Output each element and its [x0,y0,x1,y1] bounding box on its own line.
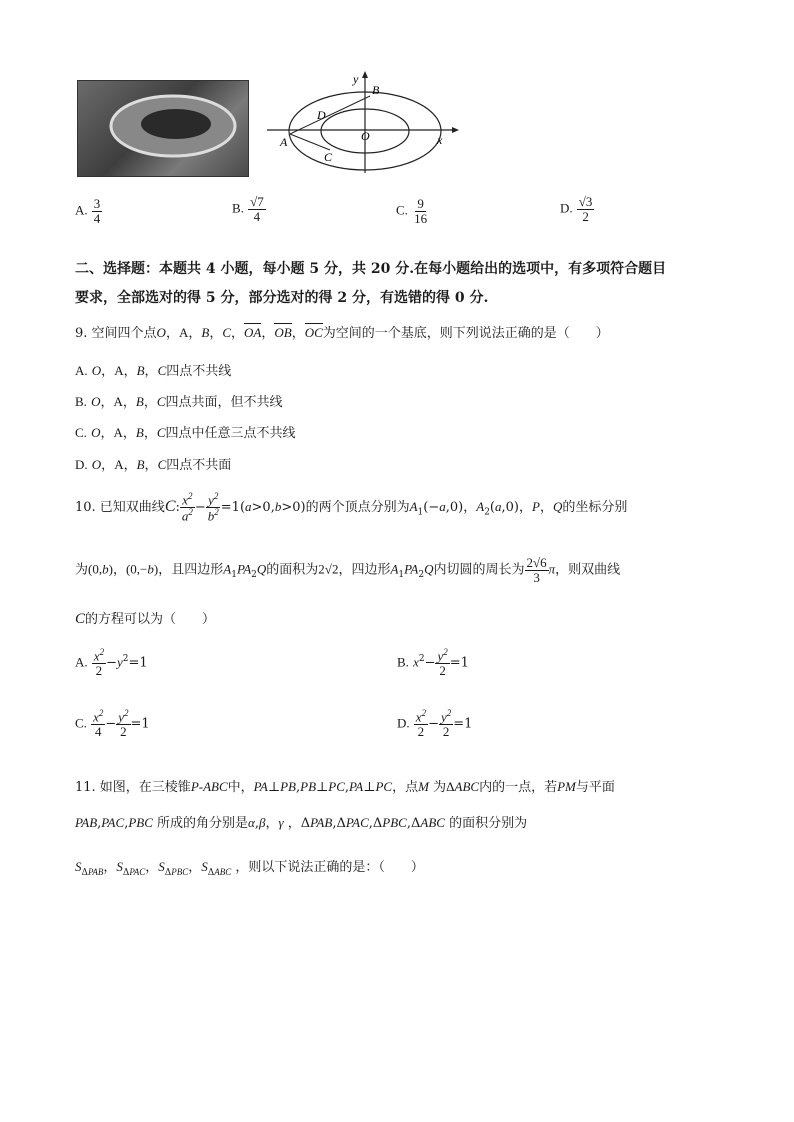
q10-line3: C的方程可以为（ ） [75,611,216,627]
label-x: x [437,133,443,147]
q9-option-a: A. O，A，B，C四点不共线 [75,363,232,379]
coordinate-diagram [262,68,462,176]
q10-option-c: C. $\frac{x^2}{4}$ − $\frac{y^2}{2}$ =1 [75,708,150,739]
label-C: C [324,150,333,164]
q10-option-b: B. $x^2-$ $\frac{y^2}{2}$ =1 [397,647,469,678]
label-D: D [317,108,326,122]
label-O: O [361,129,370,143]
q10-option-a: A. $\frac{x^2}{2}$ $-y^2=1$ [75,647,148,678]
q10-line2: 为(0,b)，(0,−b)，且四边形$A_1PA_2Q$的面积为2√2，四边形$A_1PA_2Q$内切圆的周长为 $\frac{2√6}{3}$ π，则双曲线 [75,555,621,585]
q9-option-b: B. O，A，B，C四点共面，但不共线 [75,394,283,410]
q8-option-d: D. $\frac{√3}{2}$ [560,194,593,224]
q8-option-b: B. $\frac{√7}{4}$ [232,194,264,224]
q11-line1: 11. 如图，在三棱锥P-ABC中，PA⊥PB,PB⊥PC,PA⊥PC，点M 为ΔABC内的一点，若PM与平面 [75,779,615,795]
section2-line1: 二、选择题：本题共 4 小题，每小题 5 分，共 20 分.在每小题给出的选项中，有多项符合题目 [75,261,667,277]
label-B: B [372,83,380,97]
q11-line3: $S_{\Delta PAB}$，$S_{\Delta PAC}$，$S_{\Delta PBC}$，$S_{\Delta ABC}$ ，则以下说法正确的是：（ ） [75,859,424,878]
q9-option-d: D. O，A，B，C四点不共面 [75,457,232,473]
q9-stem: 9. 空间四个点O，A，B，C，OA，OB，OC为空间的一个基底，则下列说法正确的是（ ） [75,325,609,341]
label-A: A [280,135,288,149]
q8-option-c: C. $\frac{9}{16}$ [396,196,428,226]
stadium-photo [77,80,249,177]
q11-line2: PAB,PAC,PBC 所成的角分别是α,β，γ ，ΔPAB,ΔPAC,ΔPBC,ΔABC 的面积分别为 [75,815,528,831]
label-y: y [353,72,359,86]
stadium-photo-drawing [78,81,248,176]
section2-line2: 要求，全部选对的得 5 分，部分选对的得 2 分，有选错的得 0 分. [75,290,489,306]
q8-option-a: A. $\frac{3}{4}$ [75,196,101,226]
q10-option-d: D. $\frac{x^2}{2}$ − $\frac{y^2}{2}$ =1 [397,708,473,739]
q9-option-c: C. O，A，B，C四点中任意三点不共线 [75,425,296,441]
q10-line1: 10. 已知双曲线C: $\frac{x^2}{a^2}$ − $\frac{y^2}{b^2}$ =1(a>0,b>0)的两个顶点分别为$A_1(-a,0)$，$A_2(a,0)$，P，Q的坐标分别 [75,491,628,524]
